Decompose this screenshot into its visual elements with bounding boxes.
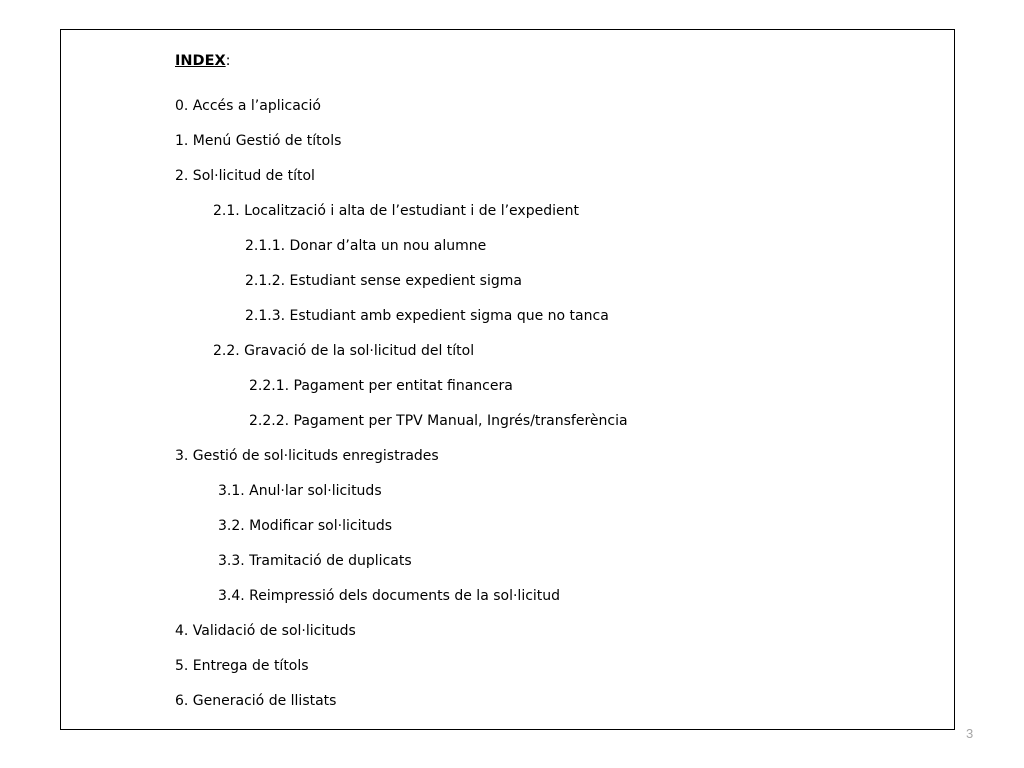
index-item-0: 0. Accés a l’aplicació	[175, 98, 321, 114]
index-item-2-1-1: 2.1.1. Donar d’alta un nou alumne	[245, 238, 487, 254]
index-item-2-1-2: 2.1.2. Estudiant sense expedient sigma	[245, 273, 522, 289]
index-item-3-3: 3.3. Tramitació de duplicats	[218, 553, 412, 569]
index-title-colon: :	[225, 53, 231, 69]
index-item-3-2: 3.2. Modificar sol·licituds	[218, 518, 392, 534]
index-item-4: 4. Validació de sol·licituds	[175, 623, 356, 639]
index-item-6: 6. Generació de llistats	[175, 693, 337, 709]
index-item-2-1: 2.1. Localització i alta de l’estudiant i de l’expedient	[213, 203, 579, 219]
index-item-3-4: 3.4. Reimpressió dels documents de la sol·licitud	[218, 588, 561, 604]
index-item-2-2-2: 2.2.2. Pagament per TPV Manual, Ingrés/transferència	[249, 413, 628, 429]
index-item-2-2: 2.2. Gravació de la sol·licitud del títol	[213, 343, 475, 359]
index-item-1: 1. Menú Gestió de títols	[175, 133, 342, 149]
index-item-2: 2. Sol·licitud de títol	[175, 168, 315, 184]
page-number: 3	[966, 726, 974, 741]
index-item-2-2-1: 2.2.1. Pagament per entitat financera	[249, 378, 513, 394]
index-title	[175, 53, 231, 69]
index-item-5: 5. Entrega de títols	[175, 658, 309, 674]
index-title-text: INDEX	[175, 53, 226, 69]
index-item-3: 3. Gestió de sol·licituds enregistrades	[175, 448, 439, 464]
index-item-3-1: 3.1. Anul·lar sol·licituds	[218, 483, 382, 499]
index-item-2-1-3: 2.1.3. Estudiant amb expedient sigma que no tanca	[245, 308, 609, 324]
